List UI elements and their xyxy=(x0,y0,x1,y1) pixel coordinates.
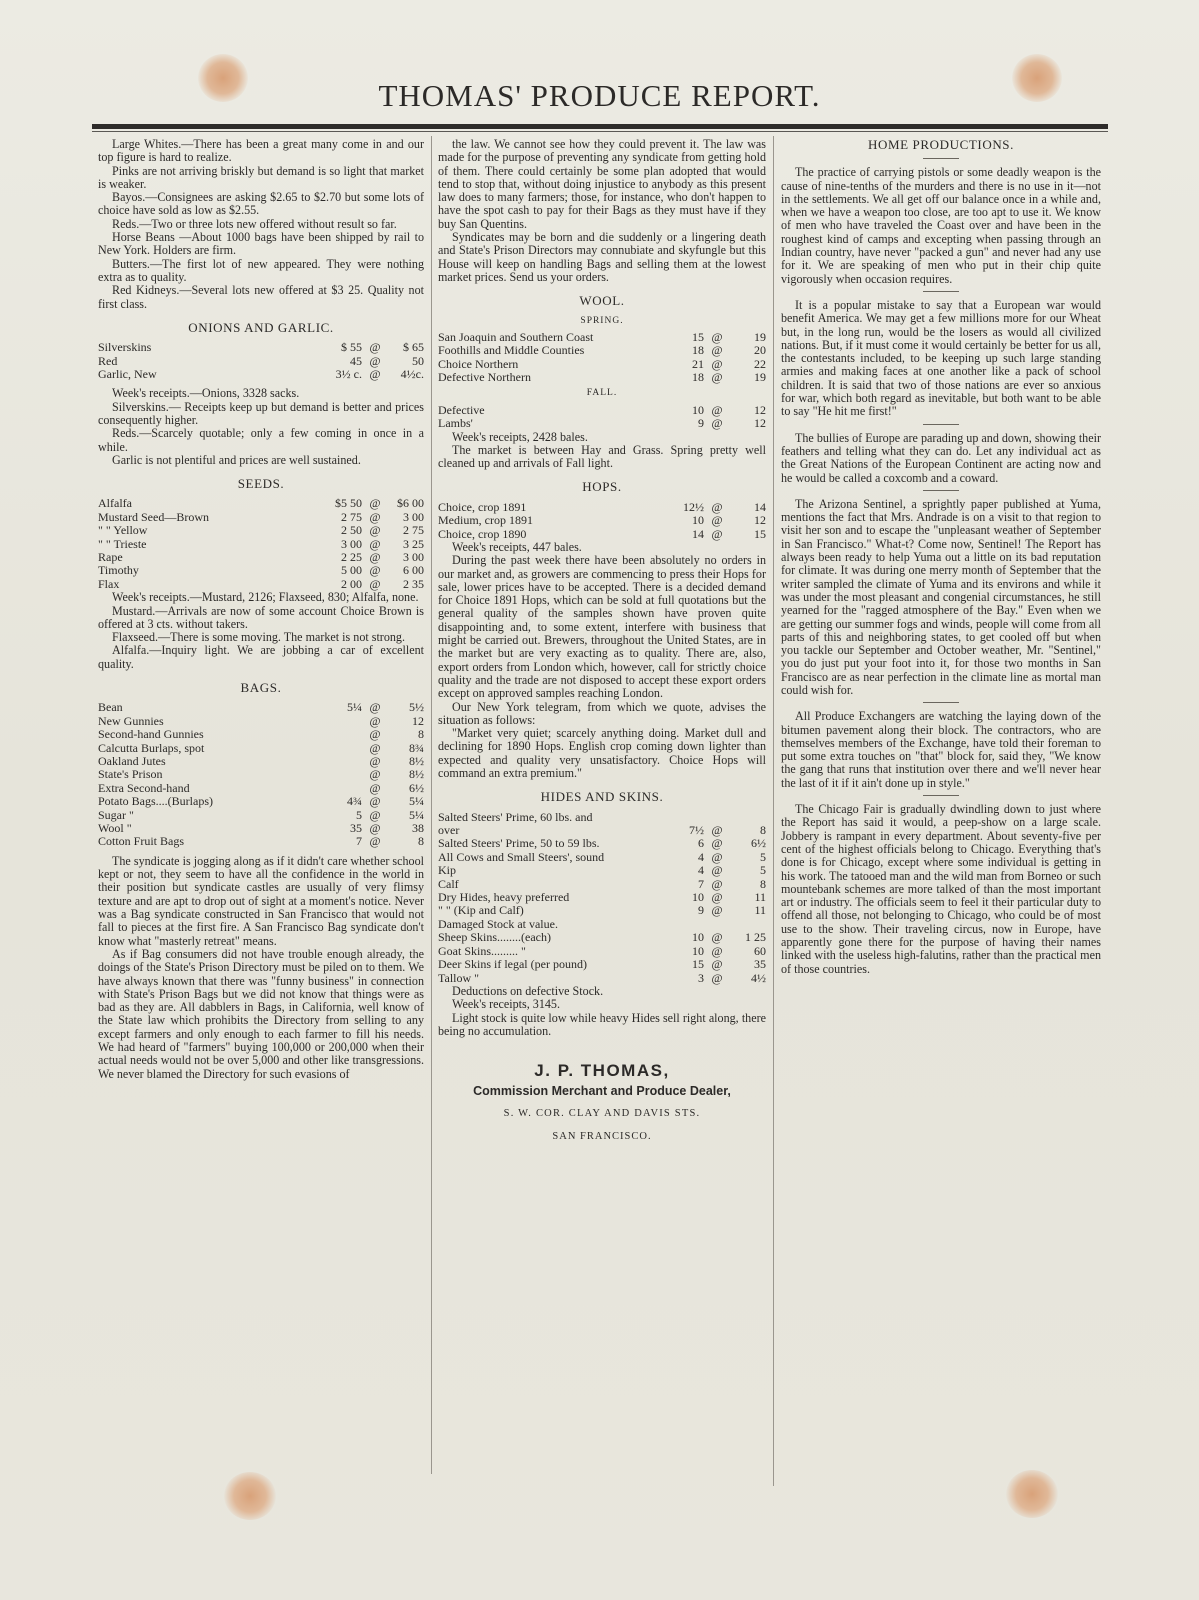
price-row xyxy=(438,331,766,344)
item-name: Dry Hides, heavy preferred xyxy=(438,890,570,905)
at-sign: @ xyxy=(369,563,381,578)
item-name: All Cows and Small Steers', sound xyxy=(438,849,605,864)
item-name: Garlic, New xyxy=(98,366,157,381)
at-sign: @ xyxy=(369,509,381,524)
price-row xyxy=(98,564,424,577)
price: 8 xyxy=(418,727,424,742)
price: 4¾ xyxy=(347,794,362,809)
price-row xyxy=(98,497,424,510)
paragraph: Mustard.—Arrivals are now of some account Choice Brown is offered at 3 cts. without takers. xyxy=(98,603,424,631)
paragraph: Red Kidneys.—Several lots new offered at $3 25. Quality not first class. xyxy=(98,283,424,311)
item-name: Defective xyxy=(438,402,485,417)
price: 35 xyxy=(754,957,766,972)
price: 5¼ xyxy=(409,794,424,809)
price: $ 55 xyxy=(341,340,362,355)
price-row xyxy=(98,782,424,795)
price xyxy=(318,742,366,755)
paragraph: Butters.—The first lot of new appeared. They were nothing extra as to quality. xyxy=(98,256,424,284)
at-sign: @ xyxy=(369,576,381,591)
price-row xyxy=(98,809,424,822)
at-sign: @ xyxy=(369,536,381,551)
price xyxy=(660,918,708,931)
price: 5¼ xyxy=(347,700,362,715)
item-name: " " (Kip and Calf) xyxy=(438,903,524,918)
price: 8½ xyxy=(409,754,424,768)
wool-fall-table xyxy=(438,404,766,431)
item-name: Red xyxy=(98,353,118,368)
paragraph: Week's receipts, 2428 bales. xyxy=(452,429,588,444)
price xyxy=(660,811,708,824)
item-name: Bean xyxy=(98,700,123,715)
hides-notes xyxy=(438,985,766,1038)
price: 14 xyxy=(692,526,704,541)
at-sign: @ xyxy=(711,343,723,358)
price: 18 xyxy=(692,343,704,358)
price-row xyxy=(98,355,424,368)
paragraph: The Chicago Fair is gradually dwindling down to just where the Report has said it would, a peep-show on a large scale. Jobbery is rampant in every department. About seventy-five per cent of the highest officials belong to Chicago. Everything that's done is for Chicago, except where some individual is getting in his work. The tatooed man and the wild man from Borneo or such mountebank schemes are more talked of than the most important art or industry. The officials seem to feel it their particular duty to offend all those, not belonging to Chicago, who could be of most use to the show. Their traveling circus, now in Europe, have apparently gone there for the purpose of having their names linked with the useless high-falutins, rather than the practical men of those countries. xyxy=(781,802,1101,976)
price: 38 xyxy=(412,821,424,836)
price: 19 xyxy=(754,329,766,344)
bags-notes xyxy=(98,855,424,1081)
price: 11 xyxy=(754,890,766,905)
price: 5¼ xyxy=(409,807,424,822)
price: 5 xyxy=(760,849,766,864)
price-row xyxy=(438,501,766,514)
price-row xyxy=(438,945,766,958)
paragraph: The syndicate is jogging along as if it didn't care whether school kept or not, they seem to have all the confidence in the world in their position but syndicate castles are usually of very flimsy texture and are apt to drop out of sight at a moment's notice. Never was a Bag syndicate constructed in San Francisco that would not fall to pieces at the first fire. A San Francisco Bag syndicate don't know what "masterly retreat" means. xyxy=(98,853,424,948)
price-row xyxy=(98,795,424,808)
onions-notes xyxy=(98,387,424,467)
item-name: Foothills and Middle Counties xyxy=(438,343,585,358)
item-name: New Gunnies xyxy=(98,713,164,728)
price xyxy=(318,715,366,728)
price-row xyxy=(438,371,766,384)
price: 2 75 xyxy=(341,509,362,524)
at-sign: @ xyxy=(369,834,381,849)
at-sign xyxy=(708,918,726,931)
column-3 xyxy=(781,138,1101,976)
price: 4 xyxy=(698,849,704,864)
price-row xyxy=(98,715,424,728)
price xyxy=(726,811,766,824)
column-2 xyxy=(438,138,766,1143)
price: 1 25 xyxy=(745,930,766,945)
at-sign: @ xyxy=(711,903,723,918)
price-row xyxy=(438,864,766,877)
price: 7½ xyxy=(689,823,704,838)
wool-fall-label: FALL. xyxy=(586,388,618,399)
item-name: Medium, crop 1891 xyxy=(438,513,533,528)
item-name: Damaged Stock at value. xyxy=(438,916,558,931)
price-row xyxy=(438,824,766,837)
price-row xyxy=(438,528,766,541)
section-rule xyxy=(923,490,959,491)
beans-notes xyxy=(98,138,424,311)
onions-table xyxy=(98,341,424,381)
price: 7 xyxy=(356,834,362,849)
price: 35 xyxy=(350,821,362,836)
price-row xyxy=(98,835,424,848)
paragraph: Week's receipts.—Mustard, 2126; Flaxseed, 830; Alfalfa, none. xyxy=(112,590,419,605)
at-sign: @ xyxy=(711,526,723,541)
price xyxy=(318,768,366,781)
at-sign xyxy=(708,811,726,824)
price: 8 xyxy=(418,834,424,849)
price-row xyxy=(438,837,766,850)
item-name: Choice Northern xyxy=(438,356,519,371)
price: 5 xyxy=(760,863,766,878)
seeds-table xyxy=(98,497,424,591)
at-sign: @ xyxy=(711,970,723,985)
at-sign: @ xyxy=(711,823,723,838)
paragraph: Deductions on defective Stock. xyxy=(452,983,604,998)
price-row xyxy=(438,811,766,824)
price-row xyxy=(98,578,424,591)
home-productions-heading: HOME PRODUCTIONS. xyxy=(868,137,1014,152)
price: 10 xyxy=(692,890,704,905)
price: 3½ c. xyxy=(335,366,362,381)
paragraph: All Produce Exchangers are watching the laying down of the bitumen pavement along their block. The contractors, who are themselves members of the Exchange, have told their foreman to put some extra touches on "that" block for, said they, "We know the gang that runs that institution over there and we'll never hear the last of it if it ain't done up in style." xyxy=(781,709,1101,790)
price xyxy=(318,728,366,741)
price: 22 xyxy=(754,356,766,371)
price: 8 xyxy=(760,823,766,838)
paragraph: Week's receipts.—Onions, 3328 sacks. xyxy=(112,386,300,401)
at-sign: @ xyxy=(369,340,381,355)
at-sign: @ xyxy=(369,366,381,381)
paragraph: The Arizona Sentinel, a sprightly paper published at Yuma, mentions the fact that Mrs. Andrade is on a visit to that region to visit her son and to escape the "unpleasant weather of September in San Francisco." What-t? Come now, Sentinel! The Report has always been ready to help Yuma out a little on its bad reputation for climate. It was during one merry month of September that the writer sampled the climate of Yuma and its environs and while it was under the most pleasant and congenial circumstances, he still yearned for the "ragged atmosphere of the Bay." Even when we are getting our summer fogs and winds, people will come from all parts of this and neighboring states, to get cooled off but when you tackle our September and October weather, Mr. "Sentinel," you do just put your foot into it, for those two months in San Francisco are as near perfection in the climate line as mortal man could wish for. xyxy=(781,496,1101,697)
price: 3 00 xyxy=(403,550,424,565)
price: 4 xyxy=(698,863,704,878)
paragraph: Syndicates may be born and die suddenly or a lingering death and State's Prison Directors may connubiate and skyfungle but this House will keep on handling Bags and selling them at the lowest market prices. Send us your orders. xyxy=(438,230,766,284)
price-row xyxy=(438,918,766,931)
price xyxy=(318,782,366,795)
column-divider xyxy=(773,136,774,1486)
merchant-city: SAN FRANCISCO. xyxy=(552,1131,652,1142)
price: 20 xyxy=(754,343,766,358)
bags-table xyxy=(98,701,424,848)
price-row xyxy=(98,524,424,537)
at-sign: @ xyxy=(369,807,381,822)
price-row xyxy=(98,511,424,524)
paragraph: the law. We cannot see how they could prevent it. The law was made for the purpose of preventing any syndicate from getting hold of them. There could certainly be some plan adopted that would tend to stop that, without doing injustice to anybody as this present law does to many farmers; those, for instance, who don't happen to have the spot cash to pay for their Bags as they must have if they buy San Quentins. xyxy=(438,137,766,231)
syndicate-notes xyxy=(438,138,766,284)
item-name: Defective Northern xyxy=(438,370,531,385)
price-row xyxy=(98,538,424,551)
price: 10 xyxy=(692,930,704,945)
item-name: Kip xyxy=(438,863,456,878)
item-name: " " Yellow xyxy=(98,523,148,538)
price-row xyxy=(438,417,766,430)
paragraph: Large Whites.—There has been a great many come in and our top figure is hard to realize. xyxy=(98,137,424,165)
price-row xyxy=(98,742,424,755)
price: 2 75 xyxy=(403,523,424,538)
price: 14 xyxy=(754,499,766,514)
home-productions-notes xyxy=(781,166,1101,976)
at-sign: @ xyxy=(369,821,381,836)
at-sign: @ xyxy=(711,943,723,958)
paragraph: Week's receipts, 3145. xyxy=(452,997,560,1012)
rust-stain xyxy=(224,1472,276,1520)
onions-heading: ONIONS AND GARLIC. xyxy=(188,319,334,335)
at-sign: @ xyxy=(369,523,381,538)
at-sign: @ xyxy=(711,370,723,385)
item-name: Salted Steers' Prime, 60 lbs. and xyxy=(438,809,593,824)
price: 3 00 xyxy=(341,536,362,551)
price: 4½c. xyxy=(400,366,424,381)
price-row xyxy=(98,755,424,768)
item-name: Wool " xyxy=(98,821,132,836)
at-sign: @ xyxy=(711,849,723,864)
merchant-address: S. W. COR. CLAY AND DAVIS STS. xyxy=(503,1107,701,1119)
at-sign: @ xyxy=(369,794,381,809)
at-sign: @ xyxy=(369,353,381,368)
seeds-heading: SEEDS. xyxy=(237,476,285,492)
paragraph: Flaxseed.—There is some moving. The market is not strong. xyxy=(112,630,406,645)
paragraph: Alfalfa.—Inquiry light. We are jobbing a car of excellent quality. xyxy=(98,643,424,671)
price: 6 00 xyxy=(403,563,424,578)
price: 12 xyxy=(754,416,766,431)
at-sign: @ xyxy=(369,713,381,728)
hides-heading: HIDES AND SKINS. xyxy=(540,789,664,805)
paragraph: The market is between Hay and Grass. Spring pretty well cleaned up and arrivals of Fall light. xyxy=(438,442,766,471)
price: 60 xyxy=(754,943,766,958)
section-rule xyxy=(923,291,959,292)
price: 12 xyxy=(754,513,766,528)
price-row xyxy=(438,904,766,917)
seeds-notes xyxy=(98,591,424,671)
at-sign: @ xyxy=(369,767,381,782)
item-name: Extra Second-hand xyxy=(98,780,190,795)
price-row xyxy=(438,358,766,371)
at-sign: @ xyxy=(711,329,723,344)
item-name: Oakland Jutes xyxy=(98,754,166,768)
paragraph: "Market very quiet; scarcely anything doing. Market dull and declining for 1890 Hops. English crop coming down lighter than expected and quality very unsatisfactory. Choice Hops will command an extra premium." xyxy=(438,726,766,781)
item-name: Alfalfa xyxy=(98,496,132,511)
price: 2 25 xyxy=(341,550,362,565)
paragraph: Reds.—Two or three lots new offered without result so far. xyxy=(112,216,397,231)
column-divider xyxy=(431,136,432,1474)
item-name: Sheep Skins........(each) xyxy=(438,930,551,945)
at-sign: @ xyxy=(369,780,381,795)
price: 15 xyxy=(692,329,704,344)
price: 9 xyxy=(698,416,704,431)
price: 2 35 xyxy=(403,576,424,591)
price: 12½ xyxy=(683,499,704,514)
price: 5½ xyxy=(409,700,424,715)
item-name: San Joaquin and Southern Coast xyxy=(438,329,594,344)
at-sign: @ xyxy=(711,416,723,431)
masthead-rule xyxy=(92,124,1108,129)
section-rule xyxy=(923,424,959,425)
price-row xyxy=(438,972,766,985)
at-sign: @ xyxy=(711,863,723,878)
price-row xyxy=(438,851,766,864)
price: $5 50 xyxy=(335,496,362,511)
price: $ 65 xyxy=(403,340,424,355)
at-sign: @ xyxy=(369,754,381,768)
item-name: Choice, crop 1891 xyxy=(438,499,527,514)
item-name: Choice, crop 1890 xyxy=(438,526,527,541)
at-sign: @ xyxy=(369,550,381,565)
price-row xyxy=(438,514,766,527)
item-name: " " Trieste xyxy=(98,536,147,551)
item-name: Lambs' xyxy=(438,416,473,431)
paragraph: Our New York telegram, from which we quote, advises the situation as follows: xyxy=(438,699,766,727)
price: 3 25 xyxy=(403,536,424,551)
price: 4½ xyxy=(751,970,766,985)
price: 8¾ xyxy=(409,740,424,755)
price-row xyxy=(438,891,766,904)
item-name: Deer Skins if legal (per pound) xyxy=(438,957,587,972)
merchant-title: Commission Merchant and Produce Dealer, xyxy=(473,1084,731,1099)
item-name: Potato Bags....(Burlaps) xyxy=(98,794,213,809)
price: 15 xyxy=(692,957,704,972)
wool-spring-table xyxy=(438,331,766,385)
paragraph: Light stock is quite low while heavy Hides sell right along, there being no accumulation. xyxy=(438,1010,766,1038)
rust-stain xyxy=(1006,1470,1058,1518)
section-rule xyxy=(923,702,959,703)
price xyxy=(318,755,366,768)
item-name: over xyxy=(438,823,460,838)
price: 10 xyxy=(692,513,704,528)
price-row xyxy=(438,878,766,891)
price: 7 xyxy=(698,876,704,891)
paragraph: Horse Beans —About 1000 bags have been shipped by rail to New York. Holders are firm. xyxy=(98,230,424,258)
paragraph: The bullies of Europe are parading up and down, showing their feathers and telling what they can do. Let any individual act as the Great Nations of the European Continent are acting now and he would be called a coxcomb and a coward. xyxy=(781,430,1101,485)
price-row xyxy=(438,931,766,944)
hops-notes xyxy=(438,541,766,780)
section-rule xyxy=(923,795,959,796)
price-row xyxy=(98,822,424,835)
at-sign: @ xyxy=(711,930,723,945)
price xyxy=(726,918,766,931)
at-sign: @ xyxy=(711,499,723,514)
item-name: Calf xyxy=(438,876,459,891)
price: 8 xyxy=(760,876,766,891)
price: 11 xyxy=(754,903,766,918)
item-name: Salted Steers' Prime, 50 to 59 lbs. xyxy=(438,836,600,851)
price: 21 xyxy=(692,356,704,371)
at-sign: @ xyxy=(711,890,723,905)
at-sign: @ xyxy=(711,356,723,371)
paragraph: Bayos.—Consignees are asking $2.65 to $2.70 but some lots of choice have sold as low as $2.55. xyxy=(98,190,424,218)
wool-heading: WOOL. xyxy=(579,293,625,309)
paragraph: The practice of carrying pistols or some deadly weapon is the cause of nine-tenths of the murders and there is no use in it—not in the settlements. We all get off our balance once in a while and, when we have a weapon too close, are too apt to use it. We know of men who have traveled the Coast over and have been in the roughest kind of camps and excepting when passing through an Indian country, have never "packed a gun" and never had any use for it. We are speaking of men who put in their chip quite vigorously when occasion requires. xyxy=(781,165,1101,286)
price: 2 00 xyxy=(341,576,362,591)
paragraph: It is a popular mistake to say that a European war would benefit America. We may get a few millions more for our Wheat but, in the long run, would be the losers as would all civilized nations. But, if it must come it would certainly be better for us all, the contestants included, to be keeping up such large standing armies and making faces at one another like a pack of school children. It is said that two of those nations are ever so anxious for war, which both regard as inevitable, but both want to be able to say "He hit me first!" xyxy=(781,297,1101,419)
price: $6 00 xyxy=(397,496,424,511)
item-name: Flax xyxy=(98,576,120,591)
price: 12 xyxy=(412,713,424,728)
at-sign: @ xyxy=(711,957,723,972)
merchant-name: J. P. THOMAS, xyxy=(534,1061,670,1081)
at-sign: @ xyxy=(369,727,381,742)
at-sign: @ xyxy=(711,836,723,851)
column-1 xyxy=(98,138,424,1081)
price: 6½ xyxy=(409,780,424,795)
item-name: Goat Skins......... " xyxy=(438,943,526,958)
price-row xyxy=(98,341,424,354)
price-row xyxy=(438,344,766,357)
at-sign: @ xyxy=(369,700,381,715)
at-sign: @ xyxy=(369,740,381,755)
section-rule xyxy=(923,158,959,159)
price: 5 xyxy=(356,807,362,822)
paragraph: Silverskins.— Receipts keep up but demand is better and prices consequently higher. xyxy=(98,399,424,427)
item-name: Rape xyxy=(98,550,123,565)
masthead-title: THOMAS' PRODUCE REPORT. xyxy=(378,78,821,113)
price-row xyxy=(98,551,424,564)
business-card xyxy=(438,1061,766,1143)
paragraph: During the past week there have been absolutely no orders in our market and, as growers are commencing to press their Hops for sale, lower prices have to be accepted. There is a decided demand for Choice 1891 Hops, which can be sold at full quotations but the general quality of the samples shown have proven quite disappointing and, to some extent, interfere with business that might be carried out. Brewers, throughout the United States, are in the market but are very exacting as to quality. There are, also, export orders from London which, however, call for strictly choice quality and the trade are not disposed to accept these export orders except on approved samples reaching London. xyxy=(438,553,766,701)
price-row xyxy=(98,368,424,381)
price: 10 xyxy=(692,402,704,417)
hides-table xyxy=(438,811,766,985)
at-sign: @ xyxy=(711,402,723,417)
price: 50 xyxy=(412,353,424,368)
wool-spring-label: SPRING. xyxy=(580,315,624,326)
item-name: Tallow " xyxy=(438,970,480,985)
item-name: Timothy xyxy=(98,563,139,578)
at-sign: @ xyxy=(369,496,381,511)
price: 10 xyxy=(692,943,704,958)
price: 15 xyxy=(754,526,766,541)
price-row xyxy=(438,958,766,971)
paragraph: Week's receipts, 447 bales. xyxy=(452,540,582,554)
price: 8½ xyxy=(409,767,424,782)
masthead-rule-thin xyxy=(92,131,1108,132)
item-name: State's Prison xyxy=(98,767,163,782)
price-row xyxy=(98,728,424,741)
item-name: Calcutta Burlaps, spot xyxy=(98,740,205,755)
price: 2 50 xyxy=(341,523,362,538)
price: 5 00 xyxy=(341,563,362,578)
price: 6½ xyxy=(751,836,766,851)
item-name: Cotton Fruit Bags xyxy=(98,834,185,849)
price: 12 xyxy=(754,402,766,417)
price-row xyxy=(98,768,424,781)
at-sign: @ xyxy=(711,513,723,528)
price: 6 xyxy=(698,836,704,851)
hops-table xyxy=(438,501,766,541)
price-row xyxy=(98,701,424,714)
item-name: Sugar " xyxy=(98,807,134,822)
price: 3 00 xyxy=(403,509,424,524)
hops-heading: HOPS. xyxy=(582,479,622,495)
price: 45 xyxy=(350,353,362,368)
item-name: Second-hand Gunnies xyxy=(98,727,204,742)
bags-heading: BAGS. xyxy=(240,680,282,696)
paragraph: Reds.—Scarcely quotable; only a few coming in once in a while. xyxy=(98,426,424,454)
at-sign: @ xyxy=(711,876,723,891)
paragraph: As if Bag consumers did not have trouble enough already, the doings of the State's Prison Directory must be piled on to them. We have always known that there was "funny business" in connection with State's Prison Bags but we did not know that things were as bad as they are. All dabblers in Bags, in California, well know of the State law which prohibits the Directory from selling to any except farmers and only enough to each farmer to fill his needs. We had heard of "farmers" buying 100,000 or 200,000 when their actual needs would not be over 5,000 and other like transgressions. We never blamed the Directory for such evasions of xyxy=(98,946,424,1081)
price: 19 xyxy=(754,370,766,385)
item-name: Silverskins xyxy=(98,340,152,355)
price-row xyxy=(438,404,766,417)
wool-notes xyxy=(438,431,766,471)
paragraph: Garlic is not plentiful and prices are well sustained. xyxy=(112,452,361,467)
item-name: Mustard Seed—Brown xyxy=(98,509,209,524)
price: 18 xyxy=(692,370,704,385)
price: 9 xyxy=(698,903,704,918)
price: 3 xyxy=(698,970,704,985)
paragraph: Pinks are not arriving briskly but demand is so light that market is weaker. xyxy=(98,163,424,191)
